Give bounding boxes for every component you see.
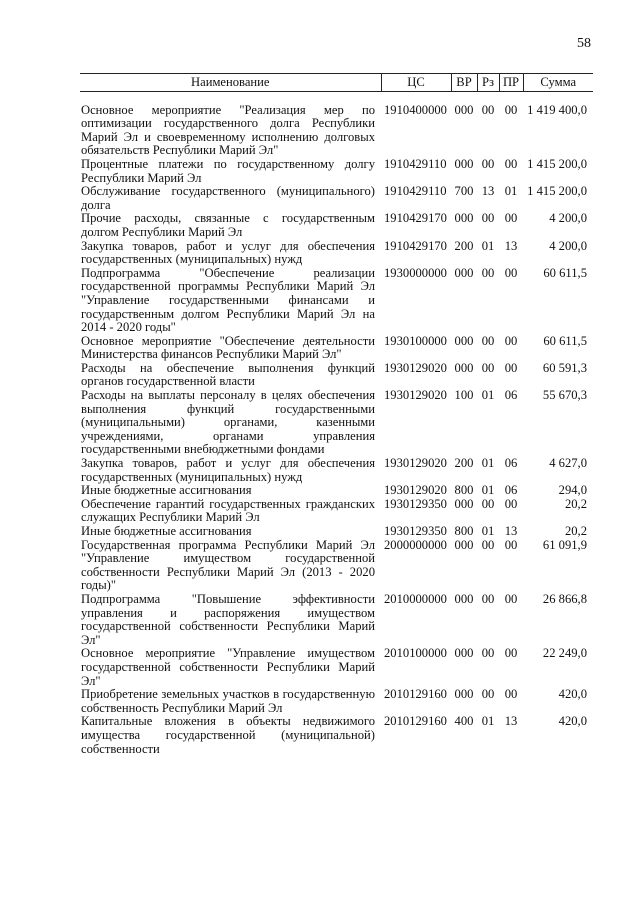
cell-name: Процентные платежи по государственному долгу Республики Марий Эл — [81, 156, 375, 185]
header-vr: ВР — [451, 74, 477, 92]
cell-sum: 60 611,5 — [543, 333, 587, 348]
cell-pr: 06 — [504, 483, 518, 498]
cell-cs: 1910429170 — [384, 238, 447, 253]
cell-name: Основное мероприятие "Обеспечение деятельности Министерства финансов Республики Марий Эл" — [81, 333, 375, 362]
cell-sum: 420,0 — [558, 687, 587, 702]
cell-pr: 00 — [504, 265, 518, 280]
cell-cs: 2010000000 — [384, 591, 447, 606]
table-row — [80, 539, 593, 593]
cell-vr: 000 — [454, 211, 474, 226]
table-row — [80, 525, 593, 539]
cell-rz: 00 — [481, 591, 495, 606]
cell-vr: 200 — [454, 456, 474, 471]
cell-rz: 13 — [481, 184, 495, 199]
cell-pr: 06 — [504, 456, 518, 471]
cell-name: Приобретение земельных участков в государственную собственность Республики Марий Эл — [81, 687, 375, 715]
cell-vr: 000 — [454, 102, 474, 117]
cell-cs: 1930129020 — [384, 360, 447, 375]
cell-pr: 00 — [504, 591, 518, 606]
cell-sum: 1 415 200,0 — [527, 156, 587, 171]
table-row — [80, 593, 593, 647]
cell-name: Расходы на обеспечение выполнения функций органов государственной власти — [81, 360, 375, 389]
cell-rz: 00 — [481, 537, 495, 552]
table-row — [80, 715, 593, 756]
cell-vr: 700 — [454, 184, 474, 199]
table-row — [80, 212, 593, 239]
header-pr: ПР — [499, 74, 523, 92]
cell-vr: 200 — [454, 238, 474, 253]
cell-sum: 61 091,9 — [542, 537, 587, 552]
cell-sum: 4 200,0 — [549, 211, 587, 226]
cell-cs: 1930129020 — [384, 483, 447, 498]
cell-sum: 60 591,3 — [542, 360, 587, 375]
header-cs: ЦС — [381, 74, 451, 92]
cell-name: Обеспечение гарантий государственных гражданских служащих Республики Марий Эл — [81, 496, 375, 525]
cell-sum: 55 670,3 — [542, 388, 587, 403]
cell-cs: 1910429170 — [384, 211, 447, 226]
cell-vr: 000 — [454, 360, 474, 375]
cell-name: Прочие расходы, связанные с государственным долгом Республики Марий Эл — [81, 211, 375, 239]
cell-rz: 00 — [481, 646, 495, 661]
cell-cs: 1930129020 — [384, 388, 447, 403]
table-row — [80, 457, 593, 484]
cell-name: Капитальные вложения в объекты недвижимого имущества государственной (муниципальной) собственности — [81, 714, 375, 756]
cell-pr: 00 — [504, 360, 518, 375]
cell-pr: 00 — [504, 646, 518, 661]
cell-vr: 000 — [454, 156, 474, 171]
cell-vr: 400 — [454, 714, 474, 729]
table-row — [80, 158, 593, 185]
cell-rz: 01 — [481, 714, 495, 729]
cell-vr: 100 — [454, 388, 474, 403]
table-row — [80, 688, 593, 715]
cell-pr: 00 — [504, 496, 518, 511]
cell-name: Основное мероприятие "Управление имуществом государственной собственности Республики Марий Эл" — [81, 646, 375, 688]
cell-vr: 000 — [454, 687, 474, 702]
cell-rz: 01 — [481, 456, 495, 471]
cell-name: Иные бюджетные ассигнования — [81, 483, 252, 498]
cell-name: Государственная программа Республики Марий Эл "Управление имуществом государственной собственности Республики Марий Эл (2013 - 2020 годы)" — [81, 537, 375, 593]
cell-sum: 26 866,8 — [542, 591, 587, 606]
cell-vr: 000 — [454, 591, 474, 606]
cell-name: Подпрограмма "Повышение эффективности управления и распоряжения имуществом государственной собственности Республики Марий Эл" — [81, 591, 375, 647]
cell-pr: 00 — [504, 537, 518, 552]
table-row — [80, 240, 593, 267]
cell-vr: 000 — [454, 646, 474, 661]
cell-cs: 1930100000 — [384, 333, 447, 348]
cell-cs: 2000000000 — [384, 537, 447, 552]
cell-rz: 00 — [481, 360, 495, 375]
cell-name: Закупка товаров, работ и услуг для обеспечения государственных (муниципальных) нужд — [81, 456, 375, 484]
cell-cs: 1930129350 — [384, 496, 447, 511]
cell-name: Подпрограмма "Обеспечение реализации государственной программы Республики Марий Эл "Управление государственными финансами и государственным долгом Республики Марий Эл на 2014 - 2020 годы" — [81, 265, 375, 335]
table-row — [80, 362, 593, 389]
cell-cs: 2010100000 — [384, 646, 447, 661]
cell-vr: 000 — [454, 265, 474, 280]
cell-sum: 22 249,0 — [542, 646, 587, 661]
table-row — [80, 335, 593, 362]
cell-pr: 06 — [504, 388, 518, 403]
table-row — [80, 91, 593, 158]
cell-cs: 1930129350 — [384, 524, 447, 538]
cell-sum: 20,2 — [564, 496, 587, 511]
header-rz: Рз — [477, 74, 499, 92]
cell-pr: 00 — [504, 333, 518, 348]
cell-rz: 00 — [481, 333, 495, 348]
cell-vr: 000 — [454, 496, 474, 511]
cell-rz: 00 — [481, 211, 495, 226]
cell-name: Основное мероприятие "Реализация мер по оптимизации государственного долга Республики Марий Эл и своевременному исполнению долговых обязательств Республики Марий Эл" — [81, 102, 375, 158]
table-row — [80, 484, 593, 498]
cell-pr: 01 — [504, 184, 518, 199]
cell-pr: 00 — [504, 211, 518, 226]
cell-vr: 000 — [454, 333, 474, 348]
table-row — [80, 389, 593, 457]
header-sum: Сумма — [523, 74, 593, 92]
cell-pr: 13 — [504, 238, 518, 253]
cell-vr: 000 — [454, 537, 474, 552]
cell-pr: 13 — [504, 524, 518, 538]
cell-name: Закупка товаров, работ и услуг для обеспечения государственных (муниципальных) нужд — [81, 238, 375, 267]
cell-pr: 00 — [504, 687, 518, 702]
cell-sum: 1 419 400,0 — [527, 102, 587, 117]
cell-rz: 01 — [481, 524, 495, 538]
cell-name: Обслуживание государственного (муниципального) долга — [81, 184, 375, 212]
budget-table — [80, 73, 593, 756]
cell-rz: 01 — [481, 388, 495, 403]
cell-vr: 800 — [454, 524, 474, 538]
cell-sum: 420,0 — [558, 714, 587, 729]
page-number: 58 — [577, 36, 591, 51]
table-header-row — [80, 74, 593, 92]
cell-sum: 20,2 — [564, 524, 587, 538]
cell-rz: 00 — [481, 687, 495, 702]
cell-cs: 2010129160 — [384, 714, 447, 729]
cell-cs: 1910429110 — [384, 156, 447, 171]
cell-rz: 01 — [481, 483, 495, 498]
cell-sum: 1 415 200,0 — [527, 184, 587, 199]
header-name: Наименование — [80, 74, 381, 92]
cell-cs: 1930000000 — [384, 265, 447, 280]
cell-cs: 1910400000 — [384, 102, 447, 117]
cell-rz: 01 — [481, 238, 495, 253]
cell-sum: 4 200,0 — [549, 238, 587, 253]
cell-sum: 294,0 — [558, 483, 587, 498]
table-row — [80, 647, 593, 688]
cell-sum: 4 627,0 — [549, 456, 587, 471]
cell-pr: 13 — [504, 714, 518, 729]
table-body — [80, 91, 593, 756]
cell-rz: 00 — [481, 496, 495, 511]
table-row — [80, 498, 593, 525]
cell-cs: 1910429110 — [384, 184, 447, 199]
cell-cs: 2010129160 — [384, 687, 447, 702]
cell-rz: 00 — [481, 265, 495, 280]
table-row — [80, 267, 593, 335]
cell-vr: 800 — [454, 483, 474, 498]
cell-pr: 00 — [504, 156, 518, 171]
cell-sum: 60 611,5 — [543, 265, 587, 280]
cell-rz: 00 — [481, 156, 495, 171]
cell-pr: 00 — [504, 102, 518, 117]
table-row — [80, 185, 593, 212]
cell-cs: 1930129020 — [384, 456, 447, 471]
cell-name: Иные бюджетные ассигнования — [81, 524, 252, 538]
cell-name: Расходы на выплаты персоналу в целях обеспечения выполнения функций государственными (муниципальными) органами, казенными учреждениями, органами управления государственными внебюджетными фондами — [81, 388, 375, 457]
cell-rz: 00 — [481, 102, 495, 117]
